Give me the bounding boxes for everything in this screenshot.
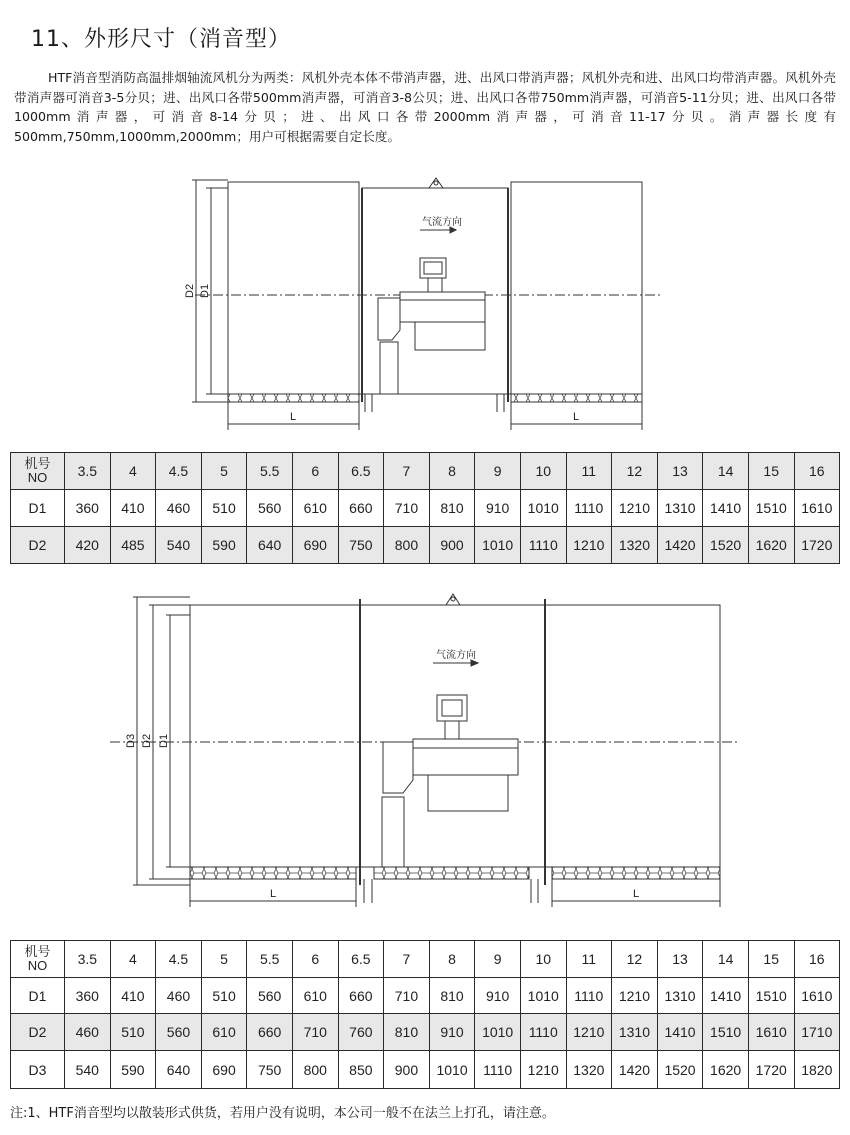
table-cell: 3.5 bbox=[65, 941, 111, 978]
row-label: D1 bbox=[11, 978, 65, 1014]
table-cell: 1010 bbox=[475, 527, 521, 564]
table-cell: 1410 bbox=[703, 490, 749, 527]
table-cell: 420 bbox=[65, 527, 111, 564]
table-cell: 760 bbox=[338, 1014, 384, 1051]
table-row-d1 bbox=[11, 490, 840, 527]
table-cell: 810 bbox=[384, 1014, 430, 1051]
table-cell: 540 bbox=[65, 1051, 111, 1089]
page-title: 11、外形尺寸（消音型） bbox=[31, 27, 291, 52]
dim-l-right-label: L bbox=[573, 411, 580, 423]
table-cell: 5.5 bbox=[247, 453, 293, 490]
intro-paragraph: HTF消音型消防高温排烟轴流风机分为两类：风机外壳本体不带消声器，进、出风口带消声器；风机外壳和进、出风口均带消声器。风机外壳带消声器可消音3-5分贝；进、出风口各带500mm消声器，可消音3-8公贝；进、出风口各带750mm消声器，可消音5-11分贝；进、出风口各带1000mm消声器，可消音8-14分贝；进、出风口各带2000mm消声器，可消音11-17分贝。消声器长度有500mm,750mm,1000mm,2000mm；用户可根据需要自定长度。 bbox=[14, 70, 836, 144]
table-cell: 14 bbox=[703, 453, 749, 490]
table-cell: 16 bbox=[794, 941, 840, 978]
table-cell: 6.5 bbox=[338, 941, 384, 978]
table-cell: 4.5 bbox=[156, 941, 202, 978]
header-label-no: NO bbox=[27, 470, 48, 485]
dim-l-left-label: L bbox=[290, 411, 297, 423]
table-cell: 13 bbox=[657, 941, 703, 978]
table-cell: 1720 bbox=[794, 527, 840, 564]
table-cell: 1820 bbox=[794, 1051, 840, 1089]
table-cell: 800 bbox=[292, 1051, 338, 1089]
table-cell: 1110 bbox=[475, 1051, 521, 1089]
table-cell: 750 bbox=[247, 1051, 293, 1089]
dimension-table-1 bbox=[10, 452, 840, 564]
table-cell: 11 bbox=[566, 941, 612, 978]
table-cell: 690 bbox=[201, 1051, 247, 1089]
table-cell: 9 bbox=[475, 453, 521, 490]
dim-d1-label: D1 bbox=[199, 283, 211, 298]
table-cell: 510 bbox=[201, 490, 247, 527]
table-cell: 1510 bbox=[748, 490, 794, 527]
table-cell: 9 bbox=[475, 941, 521, 978]
table-cell: 7 bbox=[384, 453, 430, 490]
table-cell: 610 bbox=[292, 978, 338, 1014]
table-cell: 710 bbox=[384, 978, 430, 1014]
table-cell: 510 bbox=[201, 978, 247, 1014]
table-cell: 640 bbox=[247, 527, 293, 564]
table-row-d1 bbox=[11, 978, 840, 1014]
table-cell: 900 bbox=[384, 1051, 430, 1089]
table-cell: 910 bbox=[475, 490, 521, 527]
table-cell: 4.5 bbox=[156, 453, 202, 490]
table-cell: 850 bbox=[338, 1051, 384, 1089]
table-cell: 1510 bbox=[748, 978, 794, 1014]
table-cell: 5 bbox=[201, 941, 247, 978]
dim-l-left-label: L bbox=[270, 888, 277, 900]
table-cell: 910 bbox=[429, 1014, 475, 1051]
table-cell: 1710 bbox=[794, 1014, 840, 1051]
row-label: D2 bbox=[11, 527, 65, 564]
table-cell: 640 bbox=[156, 1051, 202, 1089]
table-cell: 510 bbox=[110, 1014, 156, 1051]
table-cell: 750 bbox=[338, 527, 384, 564]
table-cell: 410 bbox=[110, 490, 156, 527]
drawing-silencer-type-2 bbox=[0, 585, 850, 925]
table-cell: 10 bbox=[520, 941, 566, 978]
table-cell: 1420 bbox=[612, 1051, 658, 1089]
dim-d2-label: D2 bbox=[184, 283, 196, 298]
table-cell: 660 bbox=[338, 490, 384, 527]
table-row-header bbox=[11, 941, 840, 978]
table-cell: 1010 bbox=[429, 1051, 475, 1089]
table-cell: 1110 bbox=[566, 978, 612, 1014]
table-cell: 1520 bbox=[657, 1051, 703, 1089]
table-cell: 1210 bbox=[612, 978, 658, 1014]
table-cell: 1610 bbox=[794, 490, 840, 527]
table-cell: 1620 bbox=[703, 1051, 749, 1089]
row-label: D3 bbox=[11, 1051, 65, 1089]
row-label: D1 bbox=[11, 490, 65, 527]
table-cell: 1410 bbox=[703, 978, 749, 1014]
table-cell: 1620 bbox=[748, 527, 794, 564]
table-cell: 560 bbox=[247, 978, 293, 1014]
table-cell: 1110 bbox=[566, 490, 612, 527]
table-cell: 1510 bbox=[703, 1014, 749, 1051]
table-cell: 560 bbox=[247, 490, 293, 527]
table-row-header bbox=[11, 453, 840, 490]
dim-l-right-label: L bbox=[633, 888, 640, 900]
dim-d1-label: D1 bbox=[158, 733, 170, 748]
table-cell: 590 bbox=[201, 527, 247, 564]
table-cell: 1310 bbox=[657, 978, 703, 1014]
table-cell: 1210 bbox=[520, 1051, 566, 1089]
table-cell: 810 bbox=[429, 978, 475, 1014]
table-cell: 690 bbox=[292, 527, 338, 564]
table-cell: 1320 bbox=[566, 1051, 612, 1089]
table-cell: 1520 bbox=[703, 527, 749, 564]
table-cell: 1210 bbox=[612, 490, 658, 527]
table-cell: 660 bbox=[247, 1014, 293, 1051]
dim-d3-label: D3 bbox=[125, 733, 137, 748]
table-cell: 1610 bbox=[794, 978, 840, 1014]
table-cell: 360 bbox=[65, 490, 111, 527]
table-cell: 10 bbox=[520, 453, 566, 490]
header-label-no: NO bbox=[27, 958, 48, 973]
table-cell: 1420 bbox=[657, 527, 703, 564]
table-cell: 1210 bbox=[566, 527, 612, 564]
table-cell: 4 bbox=[110, 941, 156, 978]
table-cell: 7 bbox=[384, 941, 430, 978]
table-cell: 3.5 bbox=[65, 453, 111, 490]
table-cell: 1320 bbox=[612, 527, 658, 564]
table-cell: 485 bbox=[110, 527, 156, 564]
table-cell: 15 bbox=[748, 941, 794, 978]
table-cell: 1210 bbox=[566, 1014, 612, 1051]
table-cell: 1720 bbox=[748, 1051, 794, 1089]
table-cell: 5.5 bbox=[247, 941, 293, 978]
row-label: D2 bbox=[11, 1014, 65, 1051]
table-cell: 1010 bbox=[520, 490, 566, 527]
table-cell: 660 bbox=[338, 978, 384, 1014]
table-cell: 6 bbox=[292, 941, 338, 978]
table-row-d2 bbox=[11, 1014, 840, 1051]
table-cell: 6.5 bbox=[338, 453, 384, 490]
table-cell: 1110 bbox=[520, 527, 566, 564]
table-cell: 560 bbox=[156, 1014, 202, 1051]
airflow-label: 气流方向 bbox=[436, 650, 476, 661]
table-cell: 710 bbox=[384, 490, 430, 527]
airflow-label: 气流方向 bbox=[422, 217, 462, 228]
table-cell: 13 bbox=[657, 453, 703, 490]
table-cell: 800 bbox=[384, 527, 430, 564]
table-cell: 610 bbox=[201, 1014, 247, 1051]
table-cell: 360 bbox=[65, 978, 111, 1014]
header-label-cn: 机号 bbox=[24, 944, 51, 959]
table-cell: 1310 bbox=[657, 490, 703, 527]
table-cell: 1310 bbox=[612, 1014, 658, 1051]
table-cell: 11 bbox=[566, 453, 612, 490]
table-row-d3 bbox=[11, 1051, 840, 1089]
header-label-cell bbox=[11, 453, 65, 490]
table-cell: 910 bbox=[475, 978, 521, 1014]
header-label-cell bbox=[11, 941, 65, 978]
table-cell: 1610 bbox=[748, 1014, 794, 1051]
table-cell: 1410 bbox=[657, 1014, 703, 1051]
table-cell: 14 bbox=[703, 941, 749, 978]
table-cell: 4 bbox=[110, 453, 156, 490]
footnote: 注:1、HTF消音型均以散装形式供货，若用户没有说明，本公司一般不在法兰上打孔，请注意。 bbox=[10, 1106, 555, 1121]
table-cell: 1010 bbox=[475, 1014, 521, 1051]
table-cell: 1010 bbox=[520, 978, 566, 1014]
table-cell: 540 bbox=[156, 527, 202, 564]
table-cell: 410 bbox=[110, 978, 156, 1014]
table-cell: 5 bbox=[201, 453, 247, 490]
table-cell: 900 bbox=[429, 527, 475, 564]
table-cell: 8 bbox=[429, 453, 475, 490]
dimension-table-2 bbox=[10, 940, 840, 1089]
table-cell: 1110 bbox=[520, 1014, 566, 1051]
table-cell: 810 bbox=[429, 490, 475, 527]
table-cell: 460 bbox=[156, 490, 202, 527]
table-cell: 6 bbox=[292, 453, 338, 490]
table-cell: 460 bbox=[65, 1014, 111, 1051]
header-label-cn: 机号 bbox=[24, 456, 51, 471]
table-cell: 590 bbox=[110, 1051, 156, 1089]
drawing-silencer-type-1 bbox=[0, 170, 850, 440]
table-cell: 460 bbox=[156, 978, 202, 1014]
table-cell: 710 bbox=[292, 1014, 338, 1051]
table-row-d2 bbox=[11, 527, 840, 564]
table-cell: 610 bbox=[292, 490, 338, 527]
table-cell: 12 bbox=[612, 453, 658, 490]
table-cell: 15 bbox=[748, 453, 794, 490]
dim-d2-label: D2 bbox=[141, 733, 153, 748]
table-cell: 16 bbox=[794, 453, 840, 490]
table-cell: 8 bbox=[429, 941, 475, 978]
table-cell: 12 bbox=[612, 941, 658, 978]
